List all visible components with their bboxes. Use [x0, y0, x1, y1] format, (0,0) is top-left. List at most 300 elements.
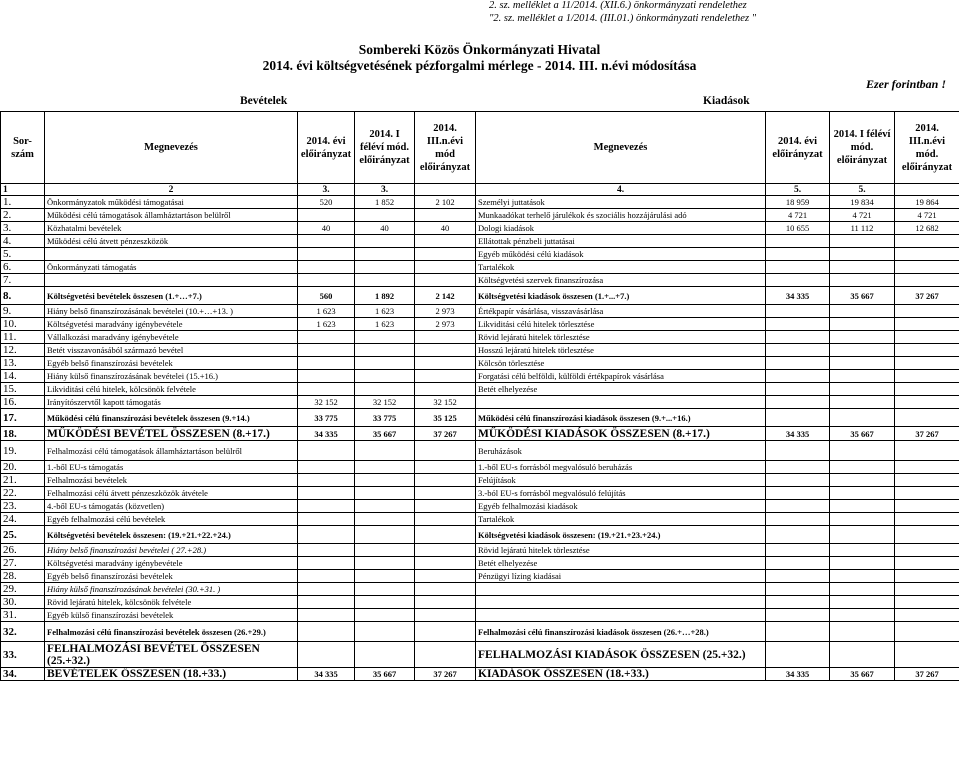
- revenue-plan: 32 152: [298, 396, 355, 409]
- expense-label: Költségvetési kiadások összesen (1.+...+7.): [476, 287, 766, 305]
- table-row: [1, 622, 959, 642]
- expense-mod1: 19 834: [830, 196, 895, 209]
- table-row: [1, 305, 959, 318]
- table-row: [1, 235, 959, 248]
- table-row: [1, 409, 959, 427]
- expense-plan: [766, 318, 830, 331]
- table-row: [1, 487, 959, 500]
- expense-plan: 34 335: [766, 668, 830, 681]
- revenue-mod3: [415, 513, 476, 526]
- expense-plan: [766, 461, 830, 474]
- revenue-mod1: 35 667: [355, 668, 415, 681]
- table-row: [1, 261, 959, 274]
- expense-mod1: [830, 500, 895, 513]
- revenue-mod3: [415, 500, 476, 513]
- revenue-mod3: 40: [415, 222, 476, 235]
- table-row: [1, 500, 959, 513]
- revenue-label: Egyéb külső finanszírozási bevételek: [45, 609, 298, 622]
- revenue-plan: [298, 274, 355, 287]
- revenue-mod3: 2 142: [415, 287, 476, 305]
- revenue-mod3: [415, 596, 476, 609]
- expense-mod3: [895, 642, 959, 668]
- revenue-plan: [298, 622, 355, 642]
- expense-label: Dologi kiadások: [476, 222, 766, 235]
- expense-mod1: [830, 513, 895, 526]
- revenue-mod1: [355, 487, 415, 500]
- row-number: 21.: [1, 474, 45, 487]
- row-number: 6.: [1, 261, 45, 274]
- expense-mod1: [830, 609, 895, 622]
- expense-plan: [766, 642, 830, 668]
- revenue-mod3: [415, 248, 476, 261]
- revenue-label: Hiány külső finanszírozásának bevételei (15.+16.): [45, 370, 298, 383]
- revenue-mod1: 1 623: [355, 305, 415, 318]
- expense-plan: [766, 609, 830, 622]
- revenue-label: Egyéb belső finanszírozási bevételek: [45, 357, 298, 370]
- revenue-label: Költségvetési bevételek összesen: (19.+21.+22.+24.): [45, 526, 298, 544]
- table-row: [1, 513, 959, 526]
- revenue-label: Működési célú átvett pénzeszközök: [45, 235, 298, 248]
- revenue-plan: [298, 331, 355, 344]
- expense-plan: [766, 383, 830, 396]
- revenue-plan: [298, 261, 355, 274]
- revenue-mod1: 40: [355, 222, 415, 235]
- section-revenues: Bevételek: [240, 95, 288, 107]
- revenue-label: Hiány belső finanszírozásának bevételei (10.+…+13. ): [45, 305, 298, 318]
- expense-plan: [766, 370, 830, 383]
- revenue-label: FELHALMOZÁSI BEVÉTEL ÖSSZESEN (25.+32.): [45, 642, 298, 668]
- table-row: [1, 642, 959, 668]
- table-row: [1, 441, 959, 461]
- expense-mod1: [830, 357, 895, 370]
- expense-mod1: 35 667: [830, 668, 895, 681]
- revenue-label: Vállalkozási maradvány igénybevétele: [45, 331, 298, 344]
- row-number: 24.: [1, 513, 45, 526]
- col-header-exp-mod3: 2014. III.n.évi mód. előirányzat: [895, 112, 959, 184]
- expense-mod1: [830, 441, 895, 461]
- expense-mod3: [895, 596, 959, 609]
- expense-label: Költségvetési szervek finanszírozása: [476, 274, 766, 287]
- row-number: 32.: [1, 622, 45, 642]
- expense-plan: [766, 409, 830, 427]
- expense-label: Likviditási célú hitelek törlesztése: [476, 318, 766, 331]
- expense-mod1: [830, 274, 895, 287]
- header-line-2: "2. sz. melléklet a 1/2014. (III.01.) önkormányzati rendelethez ": [489, 13, 757, 24]
- row-number: 26.: [1, 544, 45, 557]
- expense-plan: [766, 622, 830, 642]
- revenue-mod1: 35 667: [355, 427, 415, 441]
- expense-mod3: [895, 331, 959, 344]
- row-number: 30.: [1, 596, 45, 609]
- revenue-mod3: 2 973: [415, 305, 476, 318]
- expense-mod1: [830, 261, 895, 274]
- revenue-plan: [298, 642, 355, 668]
- column-number-row: [1, 184, 959, 196]
- expense-mod1: [830, 557, 895, 570]
- expense-mod1: [830, 248, 895, 261]
- expense-mod3: [895, 609, 959, 622]
- col-header-rev-mod1: 2014. I féléví mód. előirányzat: [355, 112, 415, 184]
- revenue-plan: [298, 570, 355, 583]
- revenue-mod1: [355, 500, 415, 513]
- table-row: [1, 557, 959, 570]
- revenue-label: Betét visszavonásából származó bevétel: [45, 344, 298, 357]
- revenue-label: Költségvetési maradvány igénybevétele: [45, 557, 298, 570]
- expense-label: [476, 596, 766, 609]
- col-header-megnevezes-left: Megnevezés: [45, 112, 298, 184]
- col-header-rev-mod3: 2014. III.n.évi mód előirányzat: [415, 112, 476, 184]
- expense-label: Forgatási célú belföldi, külföldi értékpapírok vásárlása: [476, 370, 766, 383]
- expense-plan: [766, 474, 830, 487]
- expense-mod3: [895, 570, 959, 583]
- revenue-label: Önkormányzatok működési támogatásai: [45, 196, 298, 209]
- row-number: 33.: [1, 642, 45, 668]
- revenue-label: Felhalmozási célú támogatások államháztartáson belülről: [45, 441, 298, 461]
- table-row: [1, 596, 959, 609]
- expense-plan: 18 959: [766, 196, 830, 209]
- expense-mod3: [895, 383, 959, 396]
- revenue-mod1: [355, 583, 415, 596]
- expense-mod3: [895, 396, 959, 409]
- expense-mod3: [895, 513, 959, 526]
- revenue-plan: 34 335: [298, 427, 355, 441]
- revenue-mod3: 32 152: [415, 396, 476, 409]
- table-row: [1, 357, 959, 370]
- revenue-mod3: [415, 344, 476, 357]
- header-line-1: 2. sz. melléklet a 11/2014. (XII.6.) önkormányzati rendelethez: [489, 0, 747, 11]
- row-number: 17.: [1, 409, 45, 427]
- revenue-mod1: [355, 344, 415, 357]
- table-row: [1, 474, 959, 487]
- row-number: 23.: [1, 500, 45, 513]
- revenue-mod3: 2 973: [415, 318, 476, 331]
- revenue-mod1: [355, 544, 415, 557]
- revenue-plan: [298, 383, 355, 396]
- revenue-mod3: [415, 209, 476, 222]
- revenue-mod3: 35 125: [415, 409, 476, 427]
- expense-plan: [766, 331, 830, 344]
- table-row: [1, 668, 959, 681]
- revenue-plan: [298, 526, 355, 544]
- expense-mod3: [895, 487, 959, 500]
- revenue-label: Hiány külső finanszírozásának bevételei (30.+31. ): [45, 583, 298, 596]
- revenue-plan: 560: [298, 287, 355, 305]
- revenue-plan: [298, 609, 355, 622]
- expense-plan: [766, 396, 830, 409]
- expense-plan: 4 721: [766, 209, 830, 222]
- expense-label: Betét elhelyezése: [476, 557, 766, 570]
- expense-label: Működési célú finanszírozási kiadások összesen (9.+...+16.): [476, 409, 766, 427]
- row-number: 13.: [1, 357, 45, 370]
- expense-mod1: [830, 383, 895, 396]
- expense-plan: [766, 305, 830, 318]
- table-row: [1, 570, 959, 583]
- section-expenses: Kiadások: [703, 95, 750, 107]
- row-number: 14.: [1, 370, 45, 383]
- expense-label: MŰKÖDÉSI KIADÁSOK ÖSSZESEN (8.+17.): [476, 427, 766, 441]
- column-header-row: [1, 112, 959, 184]
- revenue-mod1: 1 623: [355, 318, 415, 331]
- expense-mod3: 19 864: [895, 196, 959, 209]
- expense-label: Felhalmozási célú finanszírozási kiadások összesen (26.+…+28.): [476, 622, 766, 642]
- expense-label: Rövid lejáratú hitelek törlesztése: [476, 331, 766, 344]
- revenue-mod1: 33 775: [355, 409, 415, 427]
- table-row: [1, 344, 959, 357]
- expense-mod3: [895, 318, 959, 331]
- expense-mod3: [895, 370, 959, 383]
- revenue-plan: [298, 344, 355, 357]
- expense-mod1: [830, 622, 895, 642]
- revenue-label: Rövid lejáratú hitelek, kölcsönök felvétele: [45, 596, 298, 609]
- revenue-label: MŰKÖDÉSI BEVÉTEL ÖSSZESEN (8.+17.): [45, 427, 298, 441]
- row-number: 9.: [1, 305, 45, 318]
- row-number: 20.: [1, 461, 45, 474]
- revenue-mod3: [415, 622, 476, 642]
- revenue-mod1: [355, 383, 415, 396]
- expense-mod3: [895, 441, 959, 461]
- expense-plan: [766, 441, 830, 461]
- table-row: [1, 248, 959, 261]
- table-row: [1, 383, 959, 396]
- expense-mod3: 37 267: [895, 427, 959, 441]
- revenue-plan: [298, 441, 355, 461]
- revenue-label: Felhalmozási célú átvett pénzeszközök átvétele: [45, 487, 298, 500]
- expense-label: Tartalékok: [476, 261, 766, 274]
- row-number: 7.: [1, 274, 45, 287]
- revenue-mod1: [355, 513, 415, 526]
- expense-mod1: [830, 487, 895, 500]
- revenue-label: Önkormányzati támogatás: [45, 261, 298, 274]
- revenue-label: Költségvetési bevételek összesen (1.+…+7.): [45, 287, 298, 305]
- revenue-mod3: [415, 557, 476, 570]
- expense-mod1: [830, 544, 895, 557]
- revenue-label: Közhatalmi bevételek: [45, 222, 298, 235]
- expense-label: Rövid lejáratú hitelek törlesztése: [476, 544, 766, 557]
- table-row: [1, 526, 959, 544]
- expense-mod3: [895, 544, 959, 557]
- revenue-plan: [298, 474, 355, 487]
- revenue-mod3: [415, 274, 476, 287]
- expense-label: 3.-ból EU-s forrásból megvalósuló felújítás: [476, 487, 766, 500]
- col-num: 3.: [355, 184, 415, 196]
- expense-mod3: [895, 583, 959, 596]
- revenue-mod1: [355, 370, 415, 383]
- revenue-mod1: [355, 209, 415, 222]
- table-row: [1, 583, 959, 596]
- revenue-mod1: 1 852: [355, 196, 415, 209]
- revenue-mod1: [355, 261, 415, 274]
- expense-plan: [766, 248, 830, 261]
- revenue-mod1: [355, 609, 415, 622]
- revenue-mod1: [355, 357, 415, 370]
- revenue-mod3: [415, 544, 476, 557]
- revenue-plan: [298, 461, 355, 474]
- table-row: [1, 396, 959, 409]
- revenue-mod3: 2 102: [415, 196, 476, 209]
- expense-mod1: [830, 461, 895, 474]
- revenue-plan: 520: [298, 196, 355, 209]
- expense-label: 1.-ből EU-s forrásból megvalósuló beruházás: [476, 461, 766, 474]
- expense-plan: [766, 357, 830, 370]
- expense-mod1: [830, 318, 895, 331]
- table-row: [1, 196, 959, 209]
- expense-label: Beruházások: [476, 441, 766, 461]
- revenue-label: Hiány belső finanszírozási bevételei ( 27.+28.): [45, 544, 298, 557]
- revenue-mod3: [415, 441, 476, 461]
- revenue-mod1: [355, 596, 415, 609]
- table-row: [1, 427, 959, 441]
- revenue-mod3: [415, 357, 476, 370]
- expense-label: Költségvetési kiadások összesen: (19.+21.+23.+24.): [476, 526, 766, 544]
- col-header-exp-mod1: 2014. I féléví mód. előirányzat: [830, 112, 895, 184]
- expense-plan: [766, 487, 830, 500]
- expense-mod3: [895, 344, 959, 357]
- revenue-plan: 1 623: [298, 305, 355, 318]
- expense-plan: [766, 274, 830, 287]
- row-number: 31.: [1, 609, 45, 622]
- expense-plan: [766, 235, 830, 248]
- col-header-megnevezes-right: Megnevezés: [476, 112, 766, 184]
- expense-mod1: [830, 474, 895, 487]
- expense-label: Hosszú lejáratú hitelek törlesztése: [476, 344, 766, 357]
- revenue-mod3: [415, 487, 476, 500]
- revenue-plan: [298, 557, 355, 570]
- expense-plan: [766, 583, 830, 596]
- expense-plan: [766, 513, 830, 526]
- expense-label: Egyéb felhalmozási kiadások: [476, 500, 766, 513]
- expense-plan: [766, 500, 830, 513]
- revenue-mod3: [415, 461, 476, 474]
- revenue-label: Költségvetési maradvány igénybevétele: [45, 318, 298, 331]
- revenue-mod1: 1 892: [355, 287, 415, 305]
- revenue-mod1: [355, 570, 415, 583]
- expense-plan: [766, 557, 830, 570]
- expense-mod1: [830, 570, 895, 583]
- revenue-plan: [298, 596, 355, 609]
- revenue-label: Irányítószervtől kapott támogatás: [45, 396, 298, 409]
- expense-label: Értékpapír vásárlása, visszavásárlása: [476, 305, 766, 318]
- revenue-plan: 33 775: [298, 409, 355, 427]
- revenue-mod3: [415, 383, 476, 396]
- row-number: 29.: [1, 583, 45, 596]
- row-number: 15.: [1, 383, 45, 396]
- revenue-mod1: [355, 331, 415, 344]
- expense-mod3: [895, 461, 959, 474]
- expense-mod3: 4 721: [895, 209, 959, 222]
- revenue-plan: [298, 370, 355, 383]
- revenue-label: Egyéb belső finanszírozási bevételek: [45, 570, 298, 583]
- expense-mod1: [830, 396, 895, 409]
- row-number: 3.: [1, 222, 45, 235]
- revenue-label: Felhalmozási bevételek: [45, 474, 298, 487]
- expense-label: KIADÁSOK ÖSSZESEN (18.+33.): [476, 668, 766, 681]
- expense-mod1: [830, 370, 895, 383]
- revenue-plan: [298, 487, 355, 500]
- revenue-label: [45, 248, 298, 261]
- row-number: 34.: [1, 668, 45, 681]
- col-num: 2: [45, 184, 298, 196]
- expense-plan: 34 335: [766, 287, 830, 305]
- expense-plan: [766, 596, 830, 609]
- expense-mod1: [830, 526, 895, 544]
- row-number: 22.: [1, 487, 45, 500]
- table-row: [1, 318, 959, 331]
- row-number: 11.: [1, 331, 45, 344]
- row-number: 16.: [1, 396, 45, 409]
- row-number: 4.: [1, 235, 45, 248]
- expense-mod1: [830, 305, 895, 318]
- expense-plan: [766, 570, 830, 583]
- table-row: [1, 461, 959, 474]
- expense-mod1: [830, 642, 895, 668]
- expense-mod1: [830, 235, 895, 248]
- col-num: [415, 184, 476, 196]
- row-number: 2.: [1, 209, 45, 222]
- expense-mod1: [830, 583, 895, 596]
- revenue-mod1: [355, 248, 415, 261]
- revenue-label: 4.-ből EU-s támogatás (közvetlen): [45, 500, 298, 513]
- revenue-mod3: [415, 526, 476, 544]
- revenue-mod3: [415, 609, 476, 622]
- row-number: 28.: [1, 570, 45, 583]
- revenue-mod3: [415, 570, 476, 583]
- revenue-plan: [298, 235, 355, 248]
- table-row: [1, 209, 959, 222]
- expense-mod3: [895, 261, 959, 274]
- revenue-mod3: [415, 370, 476, 383]
- row-number: 12.: [1, 344, 45, 357]
- row-number: 19.: [1, 441, 45, 461]
- revenue-mod3: [415, 583, 476, 596]
- expense-mod3: 37 267: [895, 668, 959, 681]
- col-header-sorszam: Sor-szám: [1, 112, 45, 184]
- col-num: 1: [1, 184, 45, 196]
- expense-mod3: [895, 357, 959, 370]
- revenue-plan: [298, 513, 355, 526]
- expense-mod3: 37 267: [895, 287, 959, 305]
- expense-mod3: [895, 305, 959, 318]
- table-row: [1, 222, 959, 235]
- expense-plan: 34 335: [766, 427, 830, 441]
- expense-mod1: 35 667: [830, 287, 895, 305]
- revenue-mod1: [355, 622, 415, 642]
- expense-plan: [766, 544, 830, 557]
- revenue-mod1: [355, 557, 415, 570]
- expense-mod1: [830, 344, 895, 357]
- expense-label: FELHALMOZÁSI KIADÁSOK ÖSSZESEN (25.+32.): [476, 642, 766, 668]
- expense-plan: 10 655: [766, 222, 830, 235]
- revenue-mod3: [415, 474, 476, 487]
- revenue-mod3: [415, 331, 476, 344]
- revenue-label: [45, 274, 298, 287]
- revenue-mod3: [415, 261, 476, 274]
- revenue-mod1: [355, 441, 415, 461]
- col-num: 3.: [298, 184, 355, 196]
- document-title: Sombereki Közös Önkormányzati Hivatal: [358, 42, 601, 57]
- expense-mod3: [895, 500, 959, 513]
- expense-label: Felújítások: [476, 474, 766, 487]
- revenue-plan: [298, 209, 355, 222]
- expense-label: Munkaadókat terhelő járulékok és szociális hozzájárulási adó: [476, 209, 766, 222]
- revenue-plan: 1 623: [298, 318, 355, 331]
- revenue-label: BEVÉTELEK ÖSSZESEN (18.+33.): [45, 668, 298, 681]
- document-subtitle: 2014. évi költségvetésének pézforgalmi mérlege - 2014. III. n.évi módosítása: [262, 58, 697, 73]
- expense-mod3: [895, 274, 959, 287]
- revenue-plan: [298, 357, 355, 370]
- expense-mod3: [895, 248, 959, 261]
- expense-label: Személyi juttatások: [476, 196, 766, 209]
- revenue-plan: [298, 544, 355, 557]
